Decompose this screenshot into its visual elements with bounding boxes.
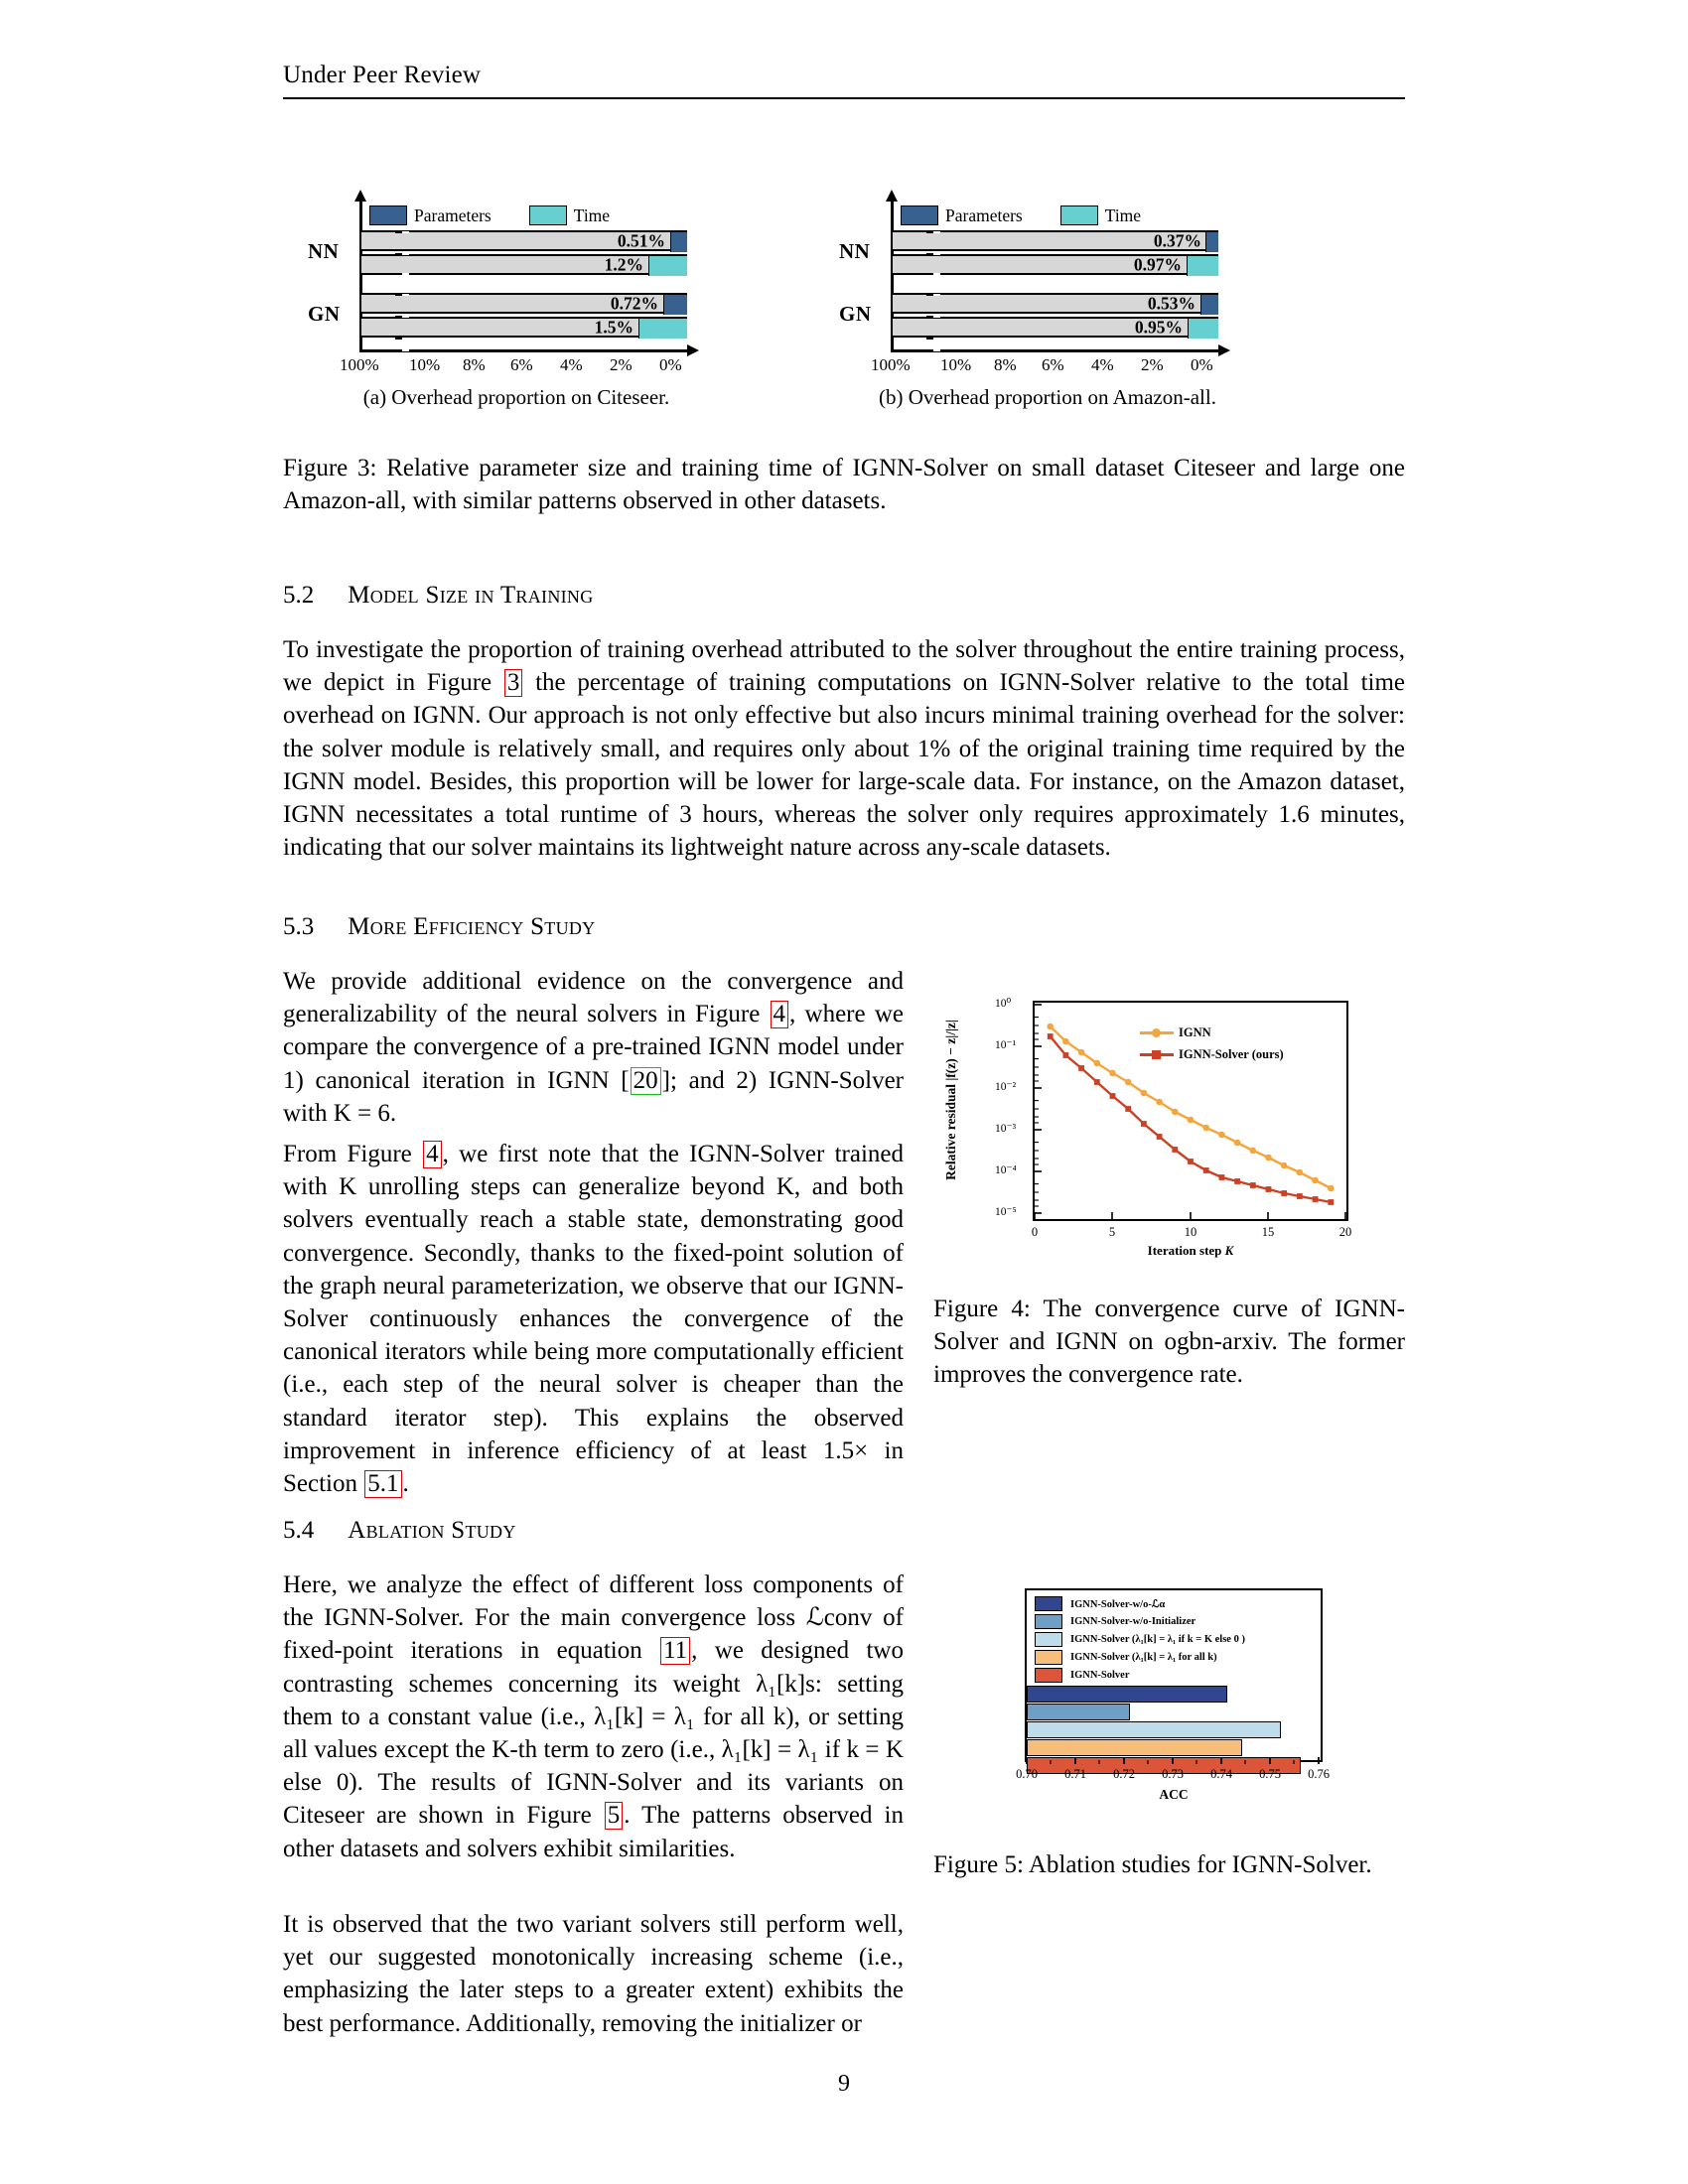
- x-tick: 4%: [560, 355, 583, 374]
- bar-value: 0.37%: [1153, 230, 1201, 250]
- bar-row: [893, 230, 1218, 251]
- figure-5-legend-item-1: [1035, 1614, 1196, 1629]
- x-tick: 6%: [1042, 355, 1064, 374]
- figure-3b-chart: [839, 199, 1256, 407]
- legend-swatch: [1035, 1632, 1062, 1647]
- bar-fill-time: [1187, 256, 1218, 276]
- figure-reference-5[interactable]: 5: [605, 1802, 624, 1830]
- x-tick: 5: [1108, 1225, 1116, 1239]
- legend-label: IGNN-Solver-w/o-ℒα: [1070, 1598, 1166, 1610]
- legend-swatch: [1035, 1668, 1062, 1683]
- legend-label: IGNN-Solver-w/o-Initializer: [1070, 1616, 1196, 1627]
- x-axis-label-symbol: K: [1224, 1243, 1234, 1258]
- legend-marker-square: [1152, 1050, 1161, 1059]
- figure-4-y-axis-label: [931, 1003, 971, 1221]
- legend-label-time: Time: [573, 205, 611, 225]
- x-tick: 0%: [659, 355, 682, 374]
- x-tick: 8%: [994, 355, 1017, 374]
- y-tick: 10⁻⁵: [995, 1206, 1017, 1218]
- legend-swatch-parameters: [901, 205, 938, 225]
- legend-label: IGNN: [1179, 1025, 1211, 1039]
- figure-3a-xticks: [340, 355, 707, 379]
- section-number: 5.3: [283, 913, 315, 940]
- figure-5: [933, 1588, 1405, 1837]
- bar-fill-parameters: [1205, 232, 1218, 252]
- figure-3a-subcaption: (a) Overhead proportion on Citeseer.: [362, 385, 670, 409]
- figure-3-caption: Figure 3: Relative parameter size and training time of IGNN-Solver on small dataset Citeseer and large one Amazon-all, with similar patterns observed in other datasets.: [283, 455, 1405, 514]
- paragraph-5-3-a: We provide additional evidence on the convergence and generalizability of the neural solvers in Figure 4 , where we compare the convergence of a pre-trained IGNN model under 1) canonical iteration in IGNN [ 20 ]; and 2) IGNN-Solver with K = 6.: [283, 968, 904, 1127]
- x-tick: 2%: [1141, 355, 1164, 374]
- paragraph-text: , we first note that the IGNN-Solver trained with K unrolling steps can generalize beyond K, and both solvers eventually reach a stable state, demonstrating good convergence. Secondly, thanks to the fixed-point solution of the graph neural parameterization, we observe that our IGNN-Solver continuously enhances the convergence of the canonical iterators while being more computationally efficient (i.e., each step of the neural solver is cheaper than the standard iterator step). This explains the observed improvement in inference efficiency of at least 1.5× in Section: [283, 1141, 904, 1498]
- section-heading-5-4: [283, 1517, 516, 1545]
- figure-reference-3[interactable]: 3: [504, 669, 523, 697]
- paragraph-text: From Figure: [283, 1141, 412, 1167]
- bar-row: [361, 230, 687, 251]
- paragraph-5-2: [283, 633, 1405, 864]
- equation-reference-11[interactable]: 11: [660, 1637, 690, 1665]
- section-title: Model Size in Training: [348, 582, 594, 609]
- paper-page: [283, 0, 1405, 2184]
- y-tick: 10⁻¹: [995, 1039, 1017, 1051]
- x-tick: 0.73: [1162, 1767, 1184, 1781]
- legend-label-parameters: Parameters: [414, 205, 492, 225]
- legend-line-solver: [1140, 1053, 1174, 1056]
- figure-5-legend-item-0: [1035, 1596, 1165, 1611]
- x-tick: 0%: [1191, 355, 1213, 374]
- legend-marker-circle: [1152, 1028, 1161, 1037]
- category-label-nn-b: NN: [839, 239, 871, 263]
- figure-3a-legend: [369, 205, 610, 226]
- section-title: More Efficiency Study: [348, 913, 596, 940]
- x-tick: 10%: [940, 355, 972, 374]
- bar-item: [1027, 1721, 1281, 1738]
- x-tick: 6%: [510, 355, 533, 374]
- x-tick: 2%: [610, 355, 633, 374]
- bar-fill-time: [638, 319, 687, 339]
- figure-4-legend-item-ignn: [1140, 1025, 1211, 1040]
- x-tick: 0.75: [1259, 1767, 1281, 1781]
- figure-4: [933, 993, 1405, 1281]
- legend-swatch: [1035, 1614, 1062, 1629]
- paragraph-text: the percentage of training computations on IGNN-Solver relative to the total time overhead on IGNN. Our approach is not only effective but also incurs minimal training overhead for the solver: the solver module is relatively small, and requires only about 1% of the original training time required by the IGNN model. Besides, this proportion will be lower for large-scale data. For instance, on the Amazon dataset, IGNN necessitates a total runtime of 3 hours, whereas the solver only requires approximately 1.6 minutes, indicating that our solver maintains its lightweight nature across any-scale datasets.: [283, 669, 1406, 862]
- x-tick: 0.71: [1064, 1767, 1086, 1781]
- paragraph-text: . The patterns observed in other datasets and solvers exhibit similarities.: [283, 1802, 904, 1862]
- x-tick: 0.74: [1210, 1767, 1232, 1781]
- paragraph-5-3-b: [283, 1138, 904, 1500]
- figure-5-plot-area: [1025, 1588, 1323, 1762]
- bar-item: [1027, 1686, 1227, 1703]
- y-tick: 10⁻²: [995, 1081, 1017, 1093]
- running-header: Under Peer Review: [283, 62, 482, 88]
- figure-5-legend-item-2: [1035, 1632, 1245, 1647]
- figure-5-caption: Figure 5: Ablation studies for IGNN-Solver.: [933, 1851, 1372, 1878]
- figure-4-caption: Figure 4: The convergence curve of IGNN-Solver and IGNN on ogbn-arxiv. The former improves the convergence rate.: [933, 1296, 1405, 1388]
- figure-5-legend-item-3: [1035, 1650, 1217, 1665]
- x-tick: 10%: [409, 355, 441, 374]
- bar-row: [361, 293, 687, 314]
- paragraph-5-4-a: [283, 1569, 904, 1865]
- figure-reference-4[interactable]: 4: [771, 1001, 789, 1028]
- bar-row: [361, 254, 687, 275]
- bar-value: 0.95%: [1134, 317, 1183, 337]
- category-label-gn-b: GN: [839, 302, 872, 326]
- bar-value: 0.72%: [610, 293, 658, 313]
- legend-label: IGNN-Solver (λ₁[k] = λ₁ for all k): [1070, 1652, 1217, 1663]
- bar-item: [1027, 1704, 1130, 1720]
- figure-reference-4[interactable]: 4: [423, 1141, 442, 1168]
- figure-3a-chart: [308, 199, 725, 407]
- y-axis-label-text: Relative residual |f(z) − z|/|z|: [943, 1020, 958, 1180]
- figure-3b-subcaption: (b) Overhead proportion on Amazon-all.: [879, 385, 1216, 409]
- legend-label-time: Time: [1104, 205, 1142, 225]
- bar-value: 1.2%: [604, 254, 643, 274]
- bar-fill-time: [648, 256, 687, 276]
- x-tick: 15: [1261, 1225, 1275, 1239]
- bar-row: [361, 317, 687, 338]
- category-label-nn-a: NN: [308, 239, 340, 263]
- legend-label: IGNN-Solver (λ₁[k] = λ₁ if k = K else 0 ): [1070, 1634, 1245, 1645]
- figure-3b-legend: [901, 205, 1141, 226]
- x-axis-label-text: Iteration step: [1147, 1243, 1222, 1258]
- bar-fill-parameters: [663, 295, 687, 315]
- figure-4-legend-item-solver: [1140, 1047, 1284, 1062]
- legend-swatch: [1035, 1596, 1062, 1611]
- x-tick: 0: [1031, 1225, 1039, 1239]
- figure-4-x-axis-label: [1033, 1243, 1348, 1259]
- section-heading-5-2: [283, 582, 594, 610]
- bar-fill-parameters: [670, 232, 687, 252]
- x-tick: 4%: [1091, 355, 1114, 374]
- figure-3b-xticks: [871, 355, 1238, 379]
- x-tick: 100%: [871, 355, 911, 374]
- paragraph-text: Here, we analyze the effect of different loss components of the IGNN-Solver. For the main convergence loss ℒconv of fixed-point iterations in equation: [283, 1571, 904, 1665]
- bar-row: [893, 254, 1218, 275]
- section-title: Ablation Study: [348, 1517, 516, 1544]
- x-tick: 8%: [463, 355, 486, 374]
- legend-label-parameters: Parameters: [945, 205, 1023, 225]
- category-label-gn-a: GN: [308, 302, 341, 326]
- bar-row: [893, 317, 1218, 338]
- figure-5-axis-ticks: [1025, 1755, 1323, 1765]
- paragraph-5-4-b: It is observed that the two variant solvers still perform well, yet our suggested monotonically increasing scheme (i.e., emphasizing the later steps to a greater extent) exhibits the best performance. Additionally, removing the initializer or: [283, 1911, 904, 2037]
- x-tick: 0.72: [1113, 1767, 1135, 1781]
- bar-row: [893, 293, 1218, 314]
- x-tick: 20: [1338, 1225, 1352, 1239]
- bar-fill-parameters: [1200, 295, 1218, 315]
- x-tick: 10: [1184, 1225, 1197, 1239]
- x-tick: 100%: [340, 355, 379, 374]
- legend-swatch-time: [529, 205, 567, 225]
- header-rule: [283, 97, 1405, 99]
- citation-reference-20[interactable]: 20: [631, 1067, 661, 1095]
- paragraph-text: , we designed two contrasting schemes concerning its weight λ₁[k]s: setting them to a constant value (i.e., λ₁[k] = λ₁ for all k), or setting all values except the K-th term to zero (i.e., λ₁[k] = λ₁ if k = K else 0). The results of IGNN-Solver and its variants on Citeseer are shown in Figure: [283, 1637, 904, 1830]
- section-heading-5-3: [283, 913, 595, 941]
- legend-swatch-parameters: [369, 205, 407, 225]
- bar-fill-time: [1188, 319, 1218, 339]
- paragraph-text: .: [402, 1470, 409, 1498]
- paragraph-text: We provide additional evidence on the convergence and generalizability of the neural solvers in Figure: [283, 968, 904, 1028]
- bar-value: 1.5%: [594, 317, 633, 337]
- paragraph-text: To investigate the proportion of training overhead attributed to the solver throughout the entire training process, we depict in Figure: [283, 636, 1405, 697]
- page-number: 9: [838, 2071, 850, 2097]
- y-tick: 10⁰: [995, 998, 1012, 1010]
- section-number: 5.4: [283, 1517, 315, 1544]
- figure-5-legend-item-4: [1035, 1668, 1130, 1683]
- bar-value: 0.97%: [1133, 254, 1182, 274]
- bar-value: 0.51%: [617, 230, 665, 250]
- x-tick: 0.76: [1308, 1767, 1330, 1781]
- figure-5-x-axis-label: ACC: [1159, 1787, 1189, 1802]
- y-tick: 10⁻³: [995, 1123, 1017, 1135]
- figure-3: [283, 199, 1405, 407]
- legend-label: IGNN-Solver (ours): [1179, 1047, 1284, 1061]
- legend-label: IGNN-Solver: [1070, 1670, 1130, 1681]
- legend-swatch-time: [1060, 205, 1098, 225]
- legend-swatch: [1035, 1650, 1062, 1665]
- legend-line-ignn: [1140, 1031, 1174, 1034]
- bar-item: [1027, 1739, 1242, 1756]
- section-number: 5.2: [283, 582, 315, 609]
- bar-value: 0.53%: [1147, 293, 1196, 313]
- paragraph-text: , where we compare the convergence of a pre-trained IGNN model under 1) canonical iteration in IGNN: [283, 1001, 904, 1094]
- section-reference-5-1[interactable]: 5.1: [364, 1470, 401, 1498]
- x-tick: 0.70: [1016, 1767, 1038, 1781]
- paragraph-text: ; and 2) IGNN-Solver with K = 6.: [283, 1066, 904, 1127]
- y-tick: 10⁻⁴: [995, 1164, 1017, 1176]
